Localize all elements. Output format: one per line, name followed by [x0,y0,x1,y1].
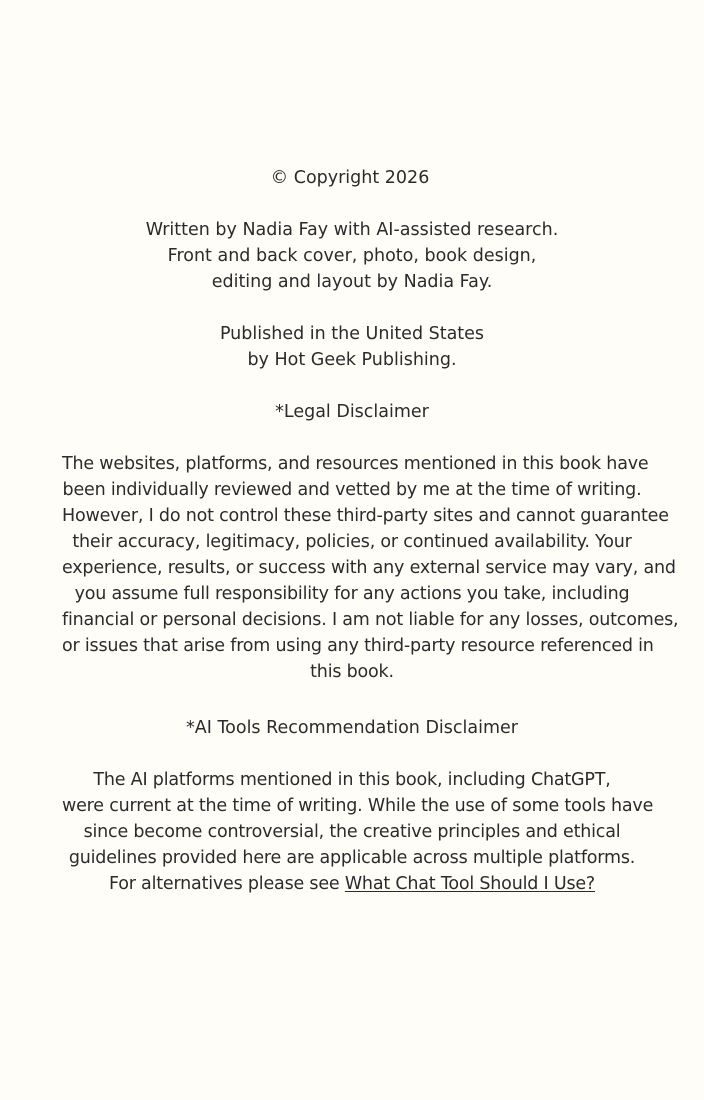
credits-line: Front and back cover, photo, book design, [167,246,537,266]
legal-line: their accuracy, legitimacy, policies, or continued availability. Your [72,532,632,552]
legal-heading-text: *Legal Disclaimer [275,402,429,422]
legal-disclaimer-body [62,451,679,685]
credits-line: editing and layout by Nadia Fay. [211,272,493,292]
ai-disclaimer-heading [0,715,704,741]
ai-disclaimer-body [62,767,654,897]
credits [0,217,704,295]
legal-line: experience, results, or success with any external service may vary, and [62,558,676,578]
copyright-notice [0,165,704,191]
ai-last-line [62,871,642,897]
legal-disclaimer-heading [0,399,704,425]
publisher-line: Published in the United States [219,324,485,344]
credits-line: Written by Nadia Fay with AI-assisted research. [145,220,559,240]
publisher-line: by Hot Geek Publishing. [247,350,457,370]
copyright-line: © Copyright 2026 [270,168,430,188]
legal-line: been individually reviewed and vetted by me at the time of writing. [62,480,642,500]
legal-line: this book. [310,662,394,682]
copyright-page [0,165,704,923]
legal-line: financial or personal decisions. I am not liable for any losses, outcomes, [62,610,679,630]
ai-line: The AI platforms mentioned in this book, including ChatGPT, [93,770,611,790]
publisher-info [0,321,704,373]
legal-line: The websites, platforms, and resources mentioned in this book have [62,454,649,474]
legal-line: However, I do not control these third-party sites and cannot guarantee [62,506,669,526]
ai-line: since become controversial, the creative principles and ethical [83,822,621,842]
ai-line: were current at the time of writing. While the use of some tools have [62,796,654,816]
ai-heading-text: *AI Tools Recommendation Disclaimer [186,718,518,738]
ai-line: guidelines provided here are applicable across multiple platforms. [68,848,636,868]
ai-last-line-prefix: For alternatives please see [108,874,345,894]
legal-line: you assume full responsibility for any actions you take, including [74,584,630,604]
what-chat-tool-link[interactable]: What Chat Tool Should I Use? [344,874,596,894]
legal-line: or issues that arise from using any third-party resource referenced in [62,636,654,656]
